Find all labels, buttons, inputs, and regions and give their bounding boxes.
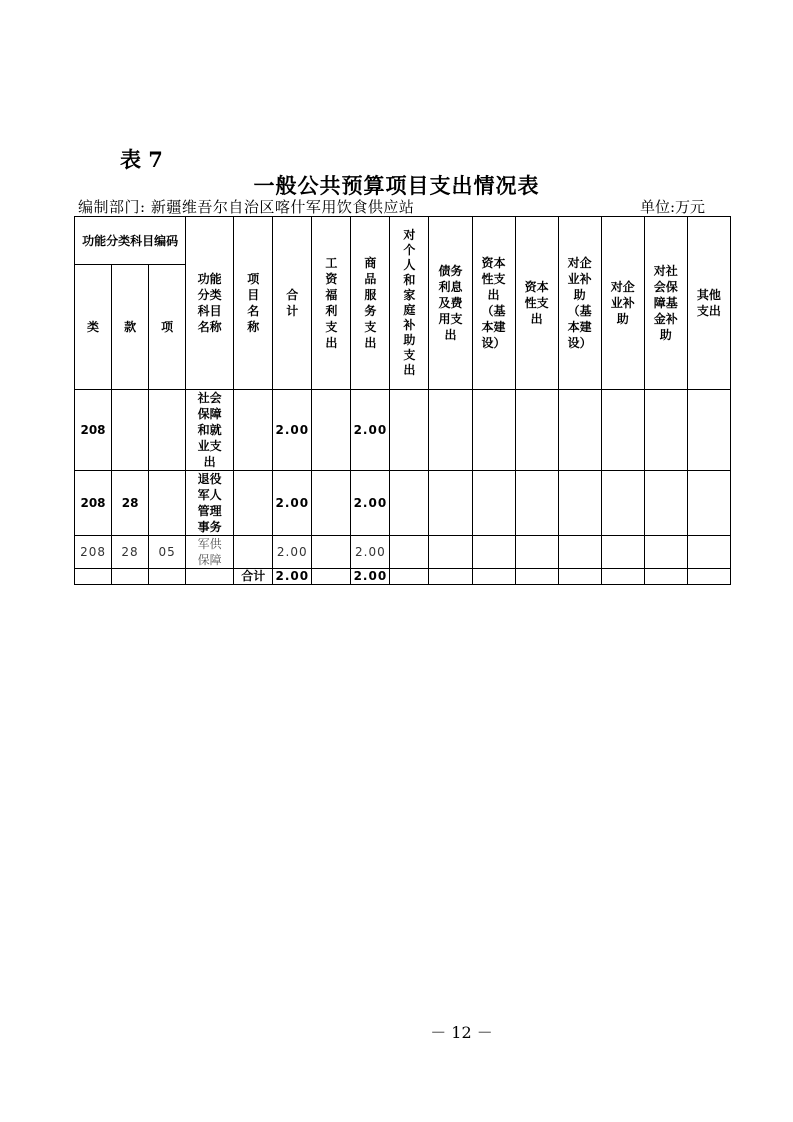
cell-func-name: 军供保障: [186, 536, 234, 569]
col-header-project-name: 项目名称: [234, 217, 273, 390]
cell-xiang: 05: [149, 536, 186, 569]
table-row: [75, 536, 731, 569]
cell-kuan: [112, 390, 149, 471]
table-row: [75, 390, 731, 471]
cell-total: 2.00: [273, 390, 312, 471]
page-title: 一般公共预算项目支出情况表: [253, 173, 540, 198]
department-label: 编制部门: 新疆维吾尔自治区喀什军用饮食供应站: [78, 198, 415, 216]
cell-func-name: 社会保障和就业支出: [186, 390, 234, 471]
cell-xiang: [149, 471, 186, 536]
cell-goods: 2.00: [351, 536, 390, 569]
cell-project: [234, 536, 273, 569]
cell-goods: 2.00: [351, 471, 390, 536]
cell-project: [234, 390, 273, 471]
col-header-capital-basic: 资本性支出（基本建设）: [472, 217, 515, 390]
col-header-capital: 资本性支出: [515, 217, 558, 390]
col-header-enterprise-subsidy-basic: 对企业补助（基本建设）: [558, 217, 601, 390]
summary-goods: 2.00: [351, 569, 390, 585]
col-header-enterprise-subsidy: 对企业补助: [601, 217, 644, 390]
cell-kuan: 28: [112, 536, 149, 569]
cell-wages: [312, 536, 351, 569]
col-header-social-security: 对社会保障基金补助: [644, 217, 687, 390]
table-number: 表 7: [120, 147, 163, 172]
col-header-wages: 工资福利支出: [312, 217, 351, 390]
summary-label: 合计: [234, 569, 273, 585]
col-header-xiang: 项: [149, 265, 186, 390]
cell-total: 2.00: [273, 471, 312, 536]
col-header-kuan: 款: [112, 265, 149, 390]
summary-total: 2.00: [273, 569, 312, 585]
cell-func-name: 退役军人管理事务: [186, 471, 234, 536]
budget-table: [74, 216, 731, 585]
cell-kuan: 28: [112, 471, 149, 536]
col-header-func-name: 功能分类科目名称: [186, 217, 234, 390]
cell-total: 2.00: [273, 536, 312, 569]
cell-xiang: [149, 390, 186, 471]
cell-lei: 208: [75, 390, 112, 471]
col-header-total: 合计: [273, 217, 312, 390]
cell-wages: [312, 471, 351, 536]
header-row-1: [75, 217, 731, 265]
cell-lei: 208: [75, 536, 112, 569]
summary-row: [75, 569, 731, 585]
col-header-other: 其他支出: [687, 217, 730, 390]
cell-wages: [312, 390, 351, 471]
col-header-lei: 类: [75, 265, 112, 390]
col-header-goods: 商品服务支出: [351, 217, 390, 390]
table-row: [75, 471, 731, 536]
col-header-debt: 债务利息及费用支出: [429, 217, 472, 390]
unit-label: 单位:万元: [640, 198, 706, 216]
cell-lei: 208: [75, 471, 112, 536]
cell-goods: 2.00: [351, 390, 390, 471]
col-header-personal: 对个人和家庭补助支出: [390, 217, 429, 390]
cell-project: [234, 471, 273, 536]
col-header-func-code: 功能分类科目编码: [75, 217, 186, 265]
page-number: － 12 －: [430, 1023, 493, 1042]
